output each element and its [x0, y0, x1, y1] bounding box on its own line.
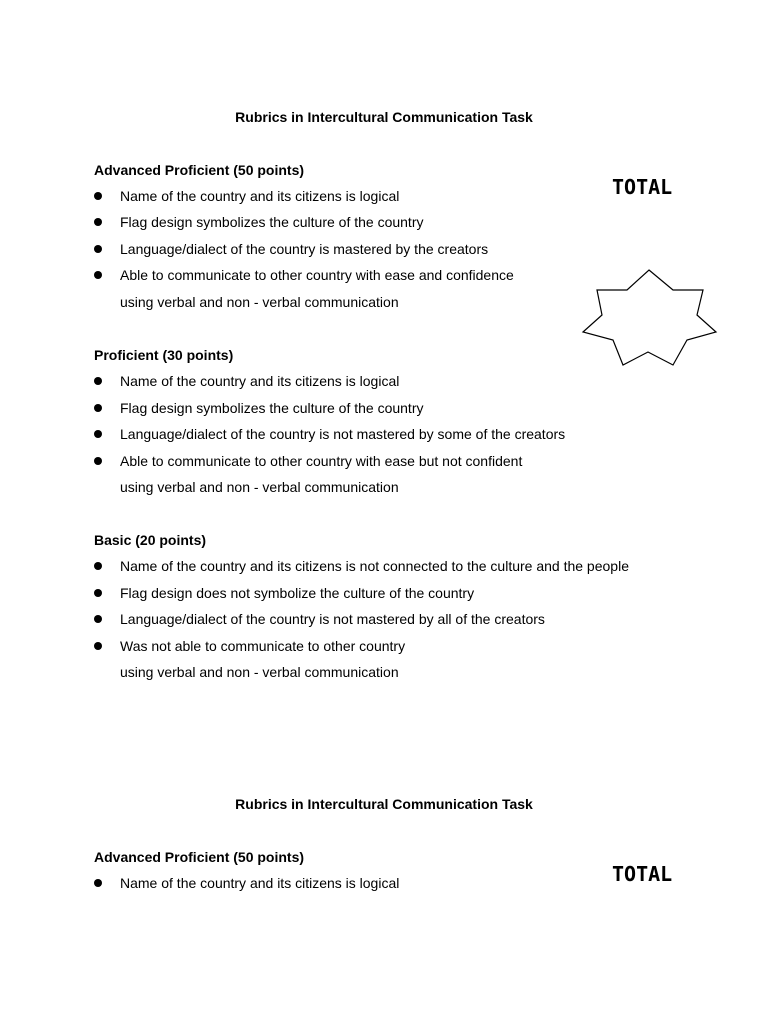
star-score-box	[580, 268, 720, 368]
bullet-icon	[94, 377, 102, 385]
total-label: TOTAL	[612, 175, 673, 199]
list-item-continuation: using verbal and non - verbal communication	[120, 294, 399, 310]
list-item: Language/dialect of the country is not mastered by some of the creators	[120, 426, 566, 442]
total-label: TOTAL	[612, 862, 673, 886]
bullet-icon	[94, 192, 102, 200]
rubric-title: Rubrics in Intercultural Communication Task	[235, 109, 533, 125]
list-item: Able to communicate to other country with ease but not confident	[120, 453, 523, 469]
list-item-continuation: using verbal and non - verbal communication	[120, 664, 399, 680]
list-item: Name of the country and its citizens is logical	[120, 875, 400, 891]
bullet-icon	[94, 404, 102, 412]
bullet-icon	[94, 589, 102, 597]
star-icon	[580, 268, 720, 368]
list-item: Flag design symbolizes the culture of the country	[120, 400, 424, 416]
list-item: Flag design does not symbolize the culture of the country	[120, 585, 475, 601]
list-item: Was not able to communicate to other country	[120, 638, 406, 654]
bullet-icon	[94, 245, 102, 253]
list-item: Language/dialect of the country is not mastered by all of the creators	[120, 611, 545, 627]
bullet-icon	[94, 615, 102, 623]
bullet-icon	[94, 457, 102, 465]
level-heading-basic: Basic (20 points)	[94, 532, 207, 548]
level-heading-proficient: Proficient (30 points)	[94, 347, 234, 363]
list-item-continuation: using verbal and non - verbal communication	[120, 479, 399, 495]
level-heading-advanced-proficient: Advanced Proficient (50 points)	[94, 849, 305, 865]
bullet-icon	[94, 430, 102, 438]
list-item: Language/dialect of the country is mastered by the creators	[120, 241, 489, 257]
list-item: Flag design symbolizes the culture of the country	[120, 214, 424, 230]
list-item: Able to communicate to other country with ease and confidence	[120, 267, 514, 283]
bullet-icon	[94, 562, 102, 570]
bullet-icon	[94, 271, 102, 279]
level-heading-advanced-proficient: Advanced Proficient (50 points)	[94, 162, 305, 178]
bullet-icon	[94, 218, 102, 226]
bullet-icon	[94, 879, 102, 887]
rubric-title: Rubrics in Intercultural Communication Task	[235, 796, 533, 812]
list-item: Name of the country and its citizens is logical	[120, 188, 400, 204]
bullet-icon	[94, 642, 102, 650]
list-item: Name of the country and its citizens is not connected to the culture and the people	[120, 558, 629, 574]
list-item: Name of the country and its citizens is logical	[120, 373, 400, 389]
